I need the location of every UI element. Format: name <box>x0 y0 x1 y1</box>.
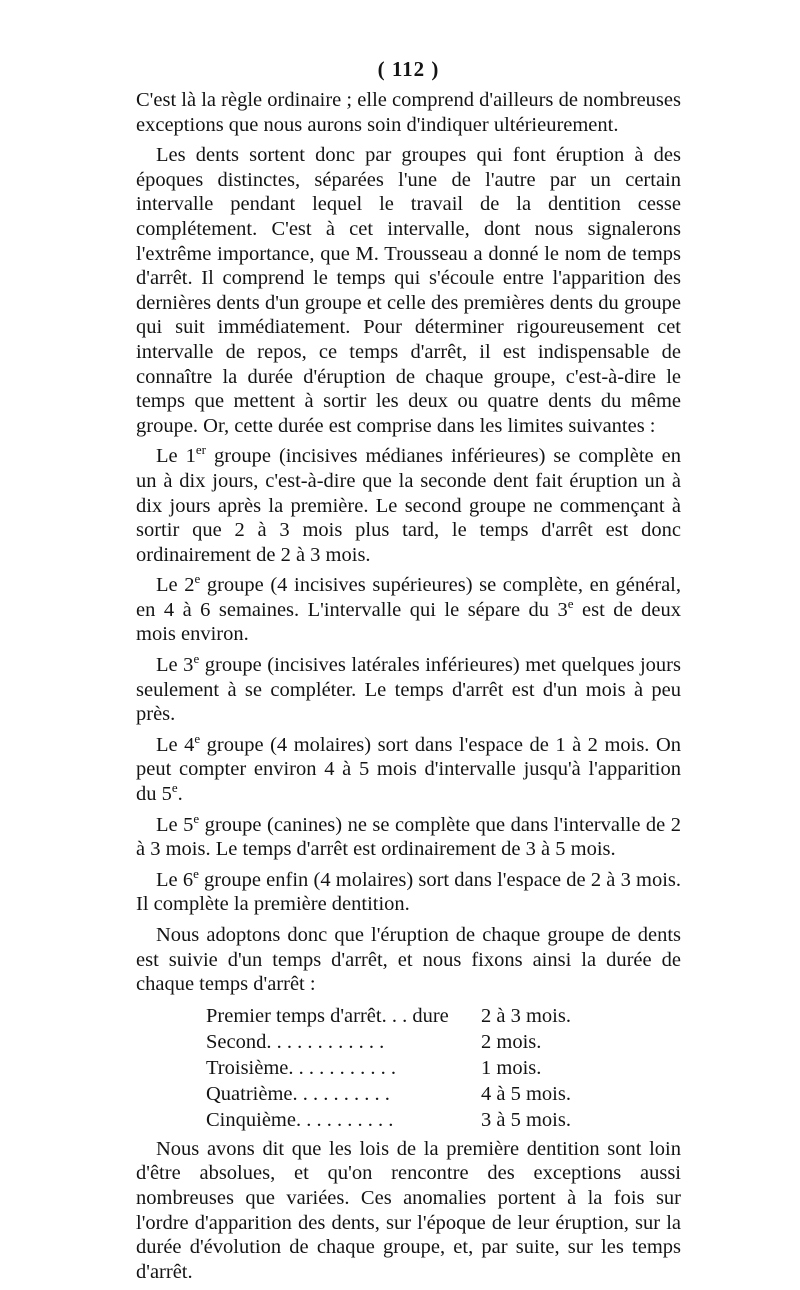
group-5-ordinal: e <box>193 810 200 826</box>
row-value: 2 mois. <box>481 1030 542 1053</box>
row-value: 3 à 5 mois. <box>481 1108 571 1131</box>
paragraph-closing: Nous avons dit que les lois de la première dentition sont loin d'être absolues, et qu'on rencontre des exceptions aussi nombreuses que variées. Ces anomalies portent à la fois sur l'ordre d'apparition des dents, sur l'époque de leur éruption, sur la durée d'évolution de chaque groupe, et, par suite, sur les temps d'arrêt. <box>136 1137 681 1283</box>
row-value: 1 mois. <box>481 1056 542 1079</box>
group-1-lead: Le 1 <box>156 445 196 468</box>
group-2-text: groupe (4 incisives supérieures) se complète, en général, en 4 à 6 semaines. L'intervalle qui le sépare du 3 <box>136 574 681 621</box>
group-4-lead: Le 4 <box>156 733 195 756</box>
group-4-ref-ordinal: e <box>171 780 178 796</box>
group-2-text-end: est de deux mois environ. <box>136 598 681 646</box>
table-row <box>206 1003 586 1029</box>
arrest-durations-table <box>206 1003 586 1133</box>
paragraph-group-3 <box>136 653 681 727</box>
paragraph-group-4 <box>136 733 681 807</box>
group-6-lead: Le 6 <box>156 868 194 891</box>
row-label: Quatrième. . . . . . . . . . <box>206 1082 390 1105</box>
paragraph-intro: C'est là la règle ordinaire ; elle comprend d'ailleurs de nombreuses exceptions que nous aurons soin d'indiquer ultérieurement. <box>136 89 681 136</box>
group-4-ordinal: e <box>194 731 201 747</box>
paragraph-adoption: Nous adoptons donc que l'éruption de chaque groupe de dents est suivie d'un temps d'arrêt, et nous fixons ainsi la durée de chaque temps d'arrêt : <box>136 924 681 996</box>
page-number: ( 112 ) <box>377 57 440 81</box>
row-value: 2 à 3 mois. <box>481 1004 571 1027</box>
table-row <box>206 1107 586 1133</box>
group-1-ordinal: er <box>195 442 206 458</box>
group-6-ordinal: e <box>193 865 199 881</box>
paragraph-groups: Les dents sortent donc par groupes qui font éruption à des époques distinctes, séparées l'une de l'autre par un certain intervalle pendant lequel le travail de la dentition cesse complétement. C'est à cet intervalle, dont nous signalerons l'extrême importance, que M. Trousseau a donné le nom de temps d'arrêt. Il comprend le temps qui s'écoule entre l'apparition des dernières dents d'un groupe et celle des premières dents du groupe qui suit immédiatement. Pour déterminer rigoureusement cet intervalle de repos, ce temps d'arrêt, il est indispensable de connaître la durée d'éruption de chaque groupe, c'est-à-dire le temps que mettent à sortir les deux ou quatre dents du même groupe. Or, cette durée est comprise dans les limites suivantes : <box>136 144 681 437</box>
group-5-lead: Le 5 <box>156 813 194 836</box>
row-label: Second. . . . . . . . . . . . <box>206 1030 385 1053</box>
row-value: 4 à 5 mois. <box>481 1082 571 1105</box>
paragraph-group-1 <box>136 444 681 567</box>
group-2-ordinal: e <box>194 571 201 587</box>
paragraph-group-2 <box>136 573 681 647</box>
paragraph-group-5 <box>136 810 681 862</box>
table-row <box>206 1081 586 1107</box>
group-2-ref-ordinal: e <box>567 596 574 612</box>
paragraph-group-6 <box>136 865 682 917</box>
group-6-text: groupe enfin (4 molaires) sort dans l'espace de 2 à 3 mois. Il complète la première dentition. <box>136 868 682 916</box>
group-2-lead: Le 2 <box>156 574 195 597</box>
group-4-text-end: . <box>177 783 183 806</box>
group-3-ordinal: e <box>193 651 200 667</box>
row-label: Cinquième. . . . . . . . . . <box>206 1108 394 1131</box>
table-row <box>206 1029 586 1055</box>
group-3-text: groupe (incisives latérales inférieures) met quelques jours seulement à se compléter. Le temps d'arrêt est d'un mois à peu près. <box>136 654 681 726</box>
group-5-text: groupe (canines) ne se complète que dans l'intervalle de 2 à 3 mois. Le temps d'arrêt est ordinairement de 3 à 5 mois. <box>136 813 681 861</box>
row-label: Troisième. . . . . . . . . . . <box>206 1056 397 1079</box>
group-3-lead: Le 3 <box>156 654 194 677</box>
group-1-text: groupe (incisives médianes inférieures) se complète en un à dix jours, c'est-à-dire que la seconde dent fait éruption un à dix jours après la première. Le second groupe ne commençant à sortir que 2 à 3 mois plus tard, le temps d'arrêt est donc ordinairement de 2 à 3 mois. <box>136 445 681 566</box>
row-label: Premier temps d'arrêt. . . dure <box>206 1004 449 1027</box>
book-page <box>136 56 681 1290</box>
table-row <box>206 1055 586 1081</box>
group-4-text: groupe (4 molaires) sort dans l'espace de 1 à 2 mois. On peut compter environ 4 à 5 mois d'intervalle jusqu'à l'apparition du 5 <box>136 733 681 806</box>
